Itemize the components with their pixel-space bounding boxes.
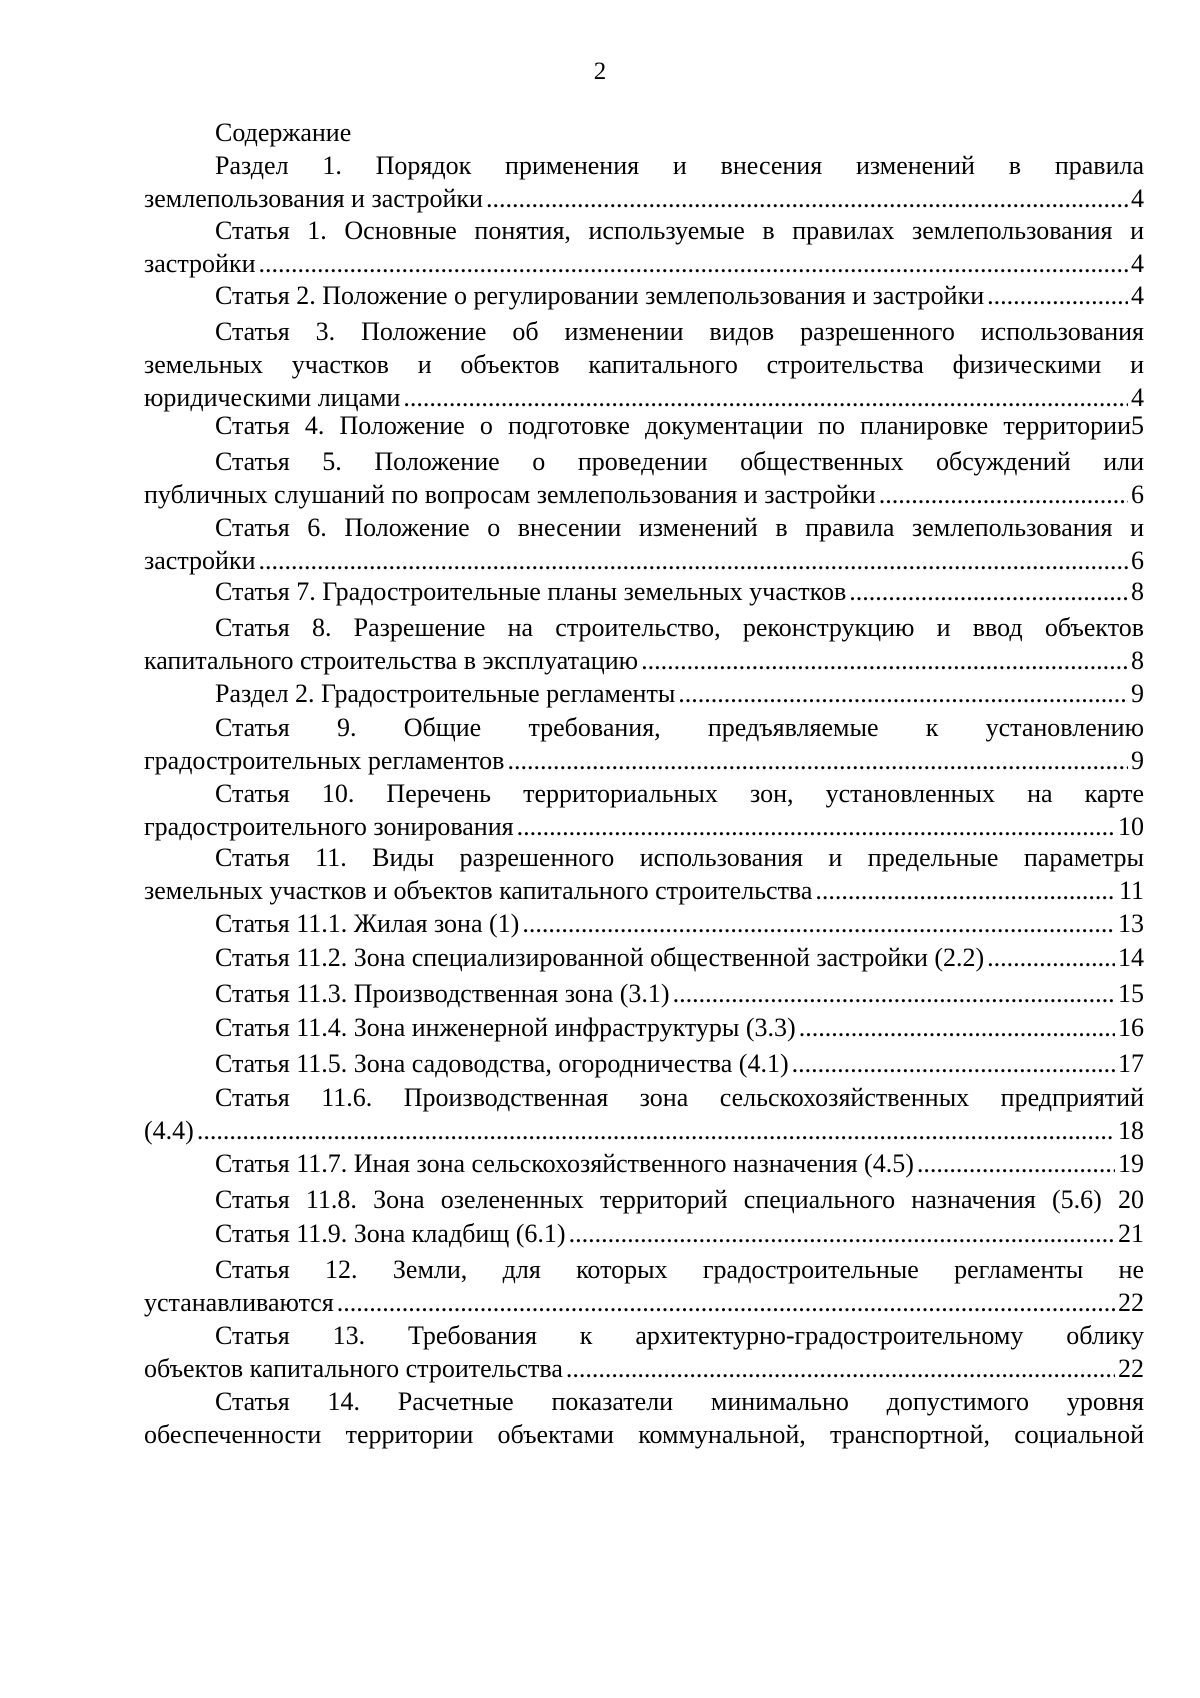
toc-entry[interactable] (144, 279, 1144, 312)
toc-entry[interactable] (144, 1217, 1144, 1250)
toc-entry[interactable] (144, 575, 1144, 608)
toc-entry-page: 16 (1118, 1013, 1144, 1042)
toc-entry-last-line (144, 1352, 1144, 1385)
toc-entry-last-line (144, 182, 1144, 215)
toc-entry[interactable] (144, 1183, 1144, 1216)
toc-entry-last-line (144, 1047, 1144, 1080)
toc-entry-text: Статья 8. Разрешение на строительство, реконструкцию и ввод объектов (215, 613, 1144, 642)
toc-entry-text: устанавливаются (144, 1288, 334, 1317)
toc-entry-text: (4.4) (144, 1116, 194, 1145)
dot-leader (673, 977, 1115, 1010)
toc-entry-text: Раздел 1. Порядок применения и внесения изменений в правила (215, 151, 1144, 180)
dot-leader (849, 575, 1128, 608)
toc-entry-text: Статья 1. Основные понятия, используемые в правилах землепользования и (215, 216, 1144, 245)
toc-entry-last-line (144, 810, 1144, 843)
toc-entry[interactable] (144, 977, 1144, 1010)
dot-leader (879, 478, 1128, 511)
toc-entry-text: градостроительных регламентов (144, 746, 505, 775)
dot-leader (337, 1286, 1115, 1319)
dot-leader (486, 182, 1128, 215)
toc-entry-text: Статья 10. Перечень территориальных зон, установленных на карте (215, 779, 1144, 808)
toc-entry-text: объектов капитального строительства (144, 1354, 563, 1383)
toc-entry[interactable] (144, 315, 1144, 414)
toc-entry[interactable] (144, 841, 1144, 907)
toc-entry-page: 8 (1131, 646, 1144, 675)
toc-entry-text: Статья 11.6. Производственная зона сельскохозяйственных предприятий (215, 1083, 1144, 1112)
toc-entry-text: Статья 7. Градостроительные планы земельных участков (215, 577, 847, 606)
toc-entry-page: 19 (1118, 1149, 1144, 1178)
toc-entry-page: 9 (1131, 746, 1144, 775)
toc-entry-text: Статья 11.1. Жилая зона (1) (215, 909, 520, 938)
toc-entry-last-line (144, 977, 1144, 1010)
toc-entry-text: земельных участков и объектов капитального строительства физическими и (144, 350, 1144, 379)
toc-entry-page: 6 (1131, 480, 1144, 509)
toc-entry-page: 18 (1118, 1116, 1144, 1145)
toc-entry-page: 4 (1131, 383, 1144, 412)
dot-leader (259, 544, 1129, 577)
toc-entry-text: Статья 12. Земли, для которых градостроительные регламенты не (215, 1255, 1144, 1284)
toc-entry-last-line (144, 247, 1144, 280)
toc-entry-text: земельных участков и объектов капитального строительства (144, 876, 813, 905)
toc-entry-text: Статья 2. Положение о регулировании землепользования и застройки (215, 281, 985, 310)
toc-entry-last-line (144, 744, 1144, 777)
dot-leader (917, 1147, 1115, 1180)
toc-entry-page: 8 (1131, 577, 1144, 606)
dot-leader (569, 1217, 1115, 1250)
toc-entry-text: Статья 5. Положение о проведении общественных обсуждений или (215, 447, 1144, 476)
toc-entry[interactable] (144, 677, 1144, 710)
toc-entry-text: землепользования и застройки (144, 184, 483, 213)
toc-entry[interactable] (144, 941, 1144, 974)
toc-entry-last-line (144, 677, 1144, 710)
toc-entry-page: 4 (1131, 184, 1144, 213)
page-number: 2 (593, 58, 607, 85)
toc-entry-page: 22 (1118, 1288, 1144, 1317)
toc-entry-text: застройки (144, 546, 256, 575)
toc-entry[interactable] (144, 1385, 1144, 1451)
toc-entry-text: Статья 3. Положение об изменении видов разрешенного использования (215, 317, 1144, 346)
toc-entry-page: 17 (1118, 1049, 1144, 1078)
toc-entry-text: Статья 4. Положение о подготовке документации по планировке территории5 (215, 411, 1144, 440)
toc-entry[interactable] (144, 1253, 1144, 1319)
toc-entry-text: Статья 11.3. Производственная зона (3.1) (215, 979, 670, 1008)
toc-entry-text: градостроительного зонирования (144, 812, 514, 841)
toc-entry-page: 11 (1118, 876, 1144, 905)
toc-entry-page: 14 (1118, 943, 1144, 972)
toc-entry-text: Статья 11. Виды разрешенного использования и предельные параметры (215, 843, 1144, 872)
toc-entry[interactable] (144, 149, 1144, 215)
toc-entry[interactable] (144, 611, 1144, 677)
toc-entry-last-line (144, 907, 1144, 940)
dot-leader (259, 247, 1129, 280)
toc-entry-text: публичных слушаний по вопросам землепользования и застройки (144, 480, 876, 509)
toc-entry-text: Статья 14. Расчетные показатели минимально допустимого уровня (215, 1387, 1144, 1416)
toc-entry-text: Статья 11.8. Зона озелененных территорий специального назначения (5.6) 20 (215, 1185, 1144, 1214)
dot-leader (641, 644, 1128, 677)
toc-entry-page: 15 (1118, 979, 1144, 1008)
toc-entry-last-line (144, 279, 1144, 312)
toc-entry-text: Статья 11.7. Иная зона сельскохозяйственного назначения (4.5) (215, 1149, 914, 1178)
toc-entry[interactable] (144, 511, 1144, 577)
toc-entry-last-line (144, 544, 1144, 577)
toc-entry[interactable] (144, 711, 1144, 777)
toc-entry-text: обеспеченности территории объектами коммунальной, транспортной, социальной (144, 1420, 1144, 1449)
toc-entry-text: Статья 11.2. Зона специализированной общественной застройки (2.2) (215, 943, 985, 972)
toc-entry[interactable] (144, 777, 1144, 843)
toc-entry-last-line (144, 874, 1144, 907)
toc-entry-text: юридическими лицами (144, 383, 401, 412)
toc-entry-last-line (144, 1114, 1144, 1147)
dot-leader (522, 907, 1115, 940)
dot-leader (792, 1047, 1115, 1080)
toc-entry-page: 6 (1131, 546, 1144, 575)
toc-entry[interactable] (144, 1147, 1144, 1180)
toc-entry-page: 4 (1131, 281, 1144, 310)
toc-entry-last-line (144, 478, 1144, 511)
toc-entry[interactable] (144, 214, 1144, 280)
toc-entry-last-line (144, 575, 1144, 608)
toc-entry[interactable] (144, 1047, 1144, 1080)
toc-entry[interactable] (144, 1011, 1144, 1044)
dot-leader (987, 279, 1128, 312)
dot-leader (799, 1011, 1115, 1044)
dot-leader (507, 744, 1128, 777)
toc-entry-page: 21 (1118, 1219, 1144, 1248)
toc-entry-text: капитального строительства в эксплуатацию (144, 646, 639, 675)
dot-leader (815, 874, 1116, 907)
toc-entry-page: 10 (1118, 812, 1144, 841)
toc-entry-text: Статья 11.4. Зона инженерной инфраструктуры (3.3) (215, 1013, 796, 1042)
toc-entry-last-line (144, 1147, 1144, 1180)
toc-entry[interactable] (144, 409, 1144, 442)
toc-heading: Содержание (215, 118, 352, 147)
toc-entry-text: Раздел 2. Градостроительные регламенты (215, 679, 676, 708)
toc-entry-text: застройки (144, 249, 256, 278)
toc-entry-text: Статья 11.9. Зона кладбищ (6.1) (215, 1219, 566, 1248)
toc-entry-page: 22 (1118, 1354, 1144, 1383)
toc-entry-page: 4 (1131, 249, 1144, 278)
toc-entry[interactable] (144, 1081, 1144, 1147)
toc-entry[interactable] (144, 445, 1144, 511)
toc-entry-last-line (144, 644, 1144, 677)
dot-leader (566, 1352, 1115, 1385)
toc-entry-page: 9 (1131, 679, 1144, 708)
toc-entry[interactable] (144, 1319, 1144, 1385)
dot-leader (678, 677, 1128, 710)
toc-entry-text: Статья 6. Положение о внесении изменений в правила землепользования и (215, 513, 1144, 542)
toc-entry-text: Статья 11.5. Зона садоводства, огородничества (4.1) (215, 1049, 789, 1078)
dot-leader (197, 1114, 1115, 1147)
toc-entry-text: Статья 9. Общие требования, предъявляемые к установлению (215, 713, 1144, 742)
dot-leader (517, 810, 1115, 843)
toc-entry[interactable] (144, 907, 1144, 940)
toc-entry-last-line (144, 1217, 1144, 1250)
toc-entry-last-line (144, 1286, 1144, 1319)
toc-entry-page: 13 (1118, 909, 1144, 938)
toc-entry-last-line (144, 1011, 1144, 1044)
dot-leader (987, 941, 1115, 974)
toc-entry-text: Статья 13. Требования к архитектурно-градостроительному облику (215, 1321, 1144, 1350)
toc-entry-last-line (144, 941, 1144, 974)
